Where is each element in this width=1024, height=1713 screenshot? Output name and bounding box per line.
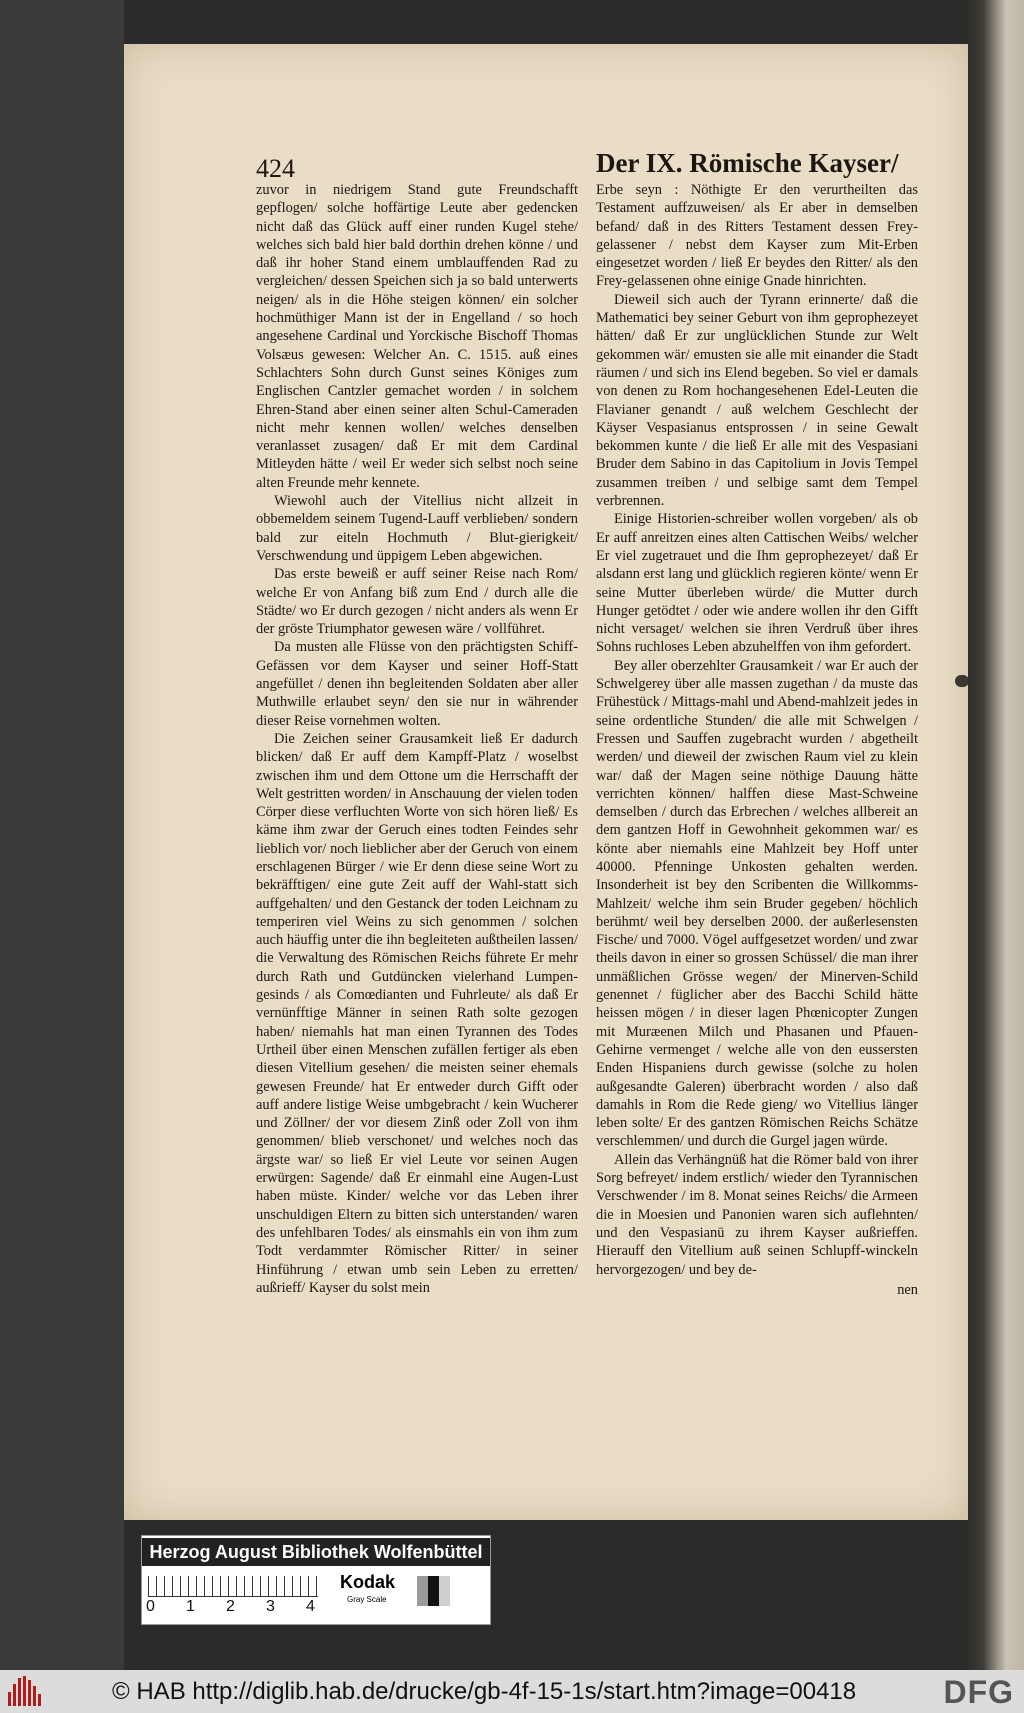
scan-backdrop-right: [965, 0, 1024, 1670]
footer-bar: [0, 1670, 1024, 1713]
paragraph: Das erste beweiß er auff seiner Reise nach Rom/ welche Er von Anfang biß zum End / durch alle die Städte/ wo Er durch gezogen / nicht anders als wenn Er der gröste Triumphator gewesen wäre / vollführet.: [256, 566, 578, 638]
hab-logo-icon: [6, 1676, 46, 1706]
paragraph: Allein das Verhängnüß hat die Römer bald von ihrer Sorg befreyet/ indem erstlich/ wieder den Tyrannischen Verschwender / im 8. Monat seines Reichs/ die Armeen die in Moesien und Panonien waren sich auflehnten/ und den Vespasianū zu ihrem Kayser außrieffen. Hierauff den Vitellium auß seinen Schlupff-winckeln hervorgezogen/ und bey de-: [596, 1151, 918, 1278]
color-target-label: [141, 1535, 491, 1625]
catchword: nen: [897, 1281, 918, 1298]
paragraph: Da musten alle Flüsse von den prächtigsten Schiff-Gefässen vor dem Kayser und seiner Hoff-Statt angefüllet / denen ihn begleitenden Soldaten aber aller Muthwille erlaubet seyn/ den sie nur in währender dieser Reise vornehmen wolten.: [256, 639, 578, 729]
ruler-number: 0: [146, 1598, 155, 1615]
page-clip-icon: [955, 675, 969, 687]
library-name: Herzog August Bibliothek Wolfenbüttel: [142, 1538, 490, 1566]
ruler-number: 1: [186, 1598, 195, 1615]
paragraph: Bey aller oberzehlter Grausamkeit / war Er auch der Schwelgerey über alle massen zugethan / da muste das Frühestück / Mittags-mahl und Abend-mahlzeit jedes in seine ordentliche Stunden/ die alle mit Schwelgen / Fressen und Sauffen zugebracht wurden / abgetheilt werden/ und dieweil der zwischen Raum viel zu klein war/ daß der Magen seine nöthige Dauung hätte verrichten können/ halffen diese Mast-Schweine demselben / durch das Erbrechen / welches allbereit an dem gantzen Hoff in Gewohnheit gekommen war/ es könte aber niemahls eine Mahlzeit bey Hoff unter 40000. Pfenninge Unkosten gehalten werden. Insonderheit ist bey den Scribenten die Willkomms-Mahlzeit/ welche ihm sein Bruder gegeben/ höchlich berühmt/ weil bey derselben 2000. der außerlesensten Fische/ und 7000. Vögel auffgesetzet worden/ und zwar theils davon in einer so grossen Schüssel/ die man ihrer unmäßlichen Grösse wegen/ der Minerven-Schild genennet / füglicher aber des Bacchi Schild hätte heissen mögen / in dieser lagen Phœnicopter Zungen mit Muræenen Milch und Phasanen und Pfauen-Gehirne vermenget / welche alle von den eussersten Enden Hispaniens durch gewisse (solche zu holen außgesandte Galeren) überbracht worden / also daß damahls in Rom die Rede gieng/ wo Vitellius länger leben solte/ Er des gantzen Römischen Reichs Schätze verschlemmen/ und durch die Gurgel jagen würde.: [596, 657, 918, 1150]
grayscale-caption: Gray Scale: [347, 1595, 387, 1604]
paragraph: Die Zeichen seiner Grausamkeit ließ Er dadurch blicken/ daß Er auff dem Kampff-Platz / woselbst zwischen ihm und dem Ottone um die Herrschafft der Welt gestritten worden/ in Anschauung der vielen toden Cörper diese verfluchten Worte von sich hören ließ/ Es käme ihm zwar der Geruch eines todten Feindes sehr lieblich vor/ noch lieblicher aber der Geruch von einem erschlagenen Bürger / wie Er denn diese seine Wort zu bekräfftigen/ eine gute Zeit auff der Wahl-statt sich auffgehalten/ und den Gestanck der toden Leichnam zu temperiren viel Weins zu sich genommen / solchen auch häuffig unter die ihn begleiteten außtheilen lassen/ die Verwaltung des Römischen Reichs führete Er mehr durch Rath und Gutdüncken vielerhand Lumpen-gesinds / als Comœdianten und Fuhrleute/ als daß Er vernünfftige Männer in seinen Rath solte gezogen haben/ niemahls hat man einen Tyrannen des Todes Urtheil über einen Menschen zufällen fertiger als eben diesen Vitellium gesehen/ die meisten seiner ehemals gewesen Freunde/ hat Er entweder durch Gifft oder auff andere listige Weise umbgebracht / kein Wucherer und Zöllner/ der vor diesem Zinß oder Zoll von ihm genommen/ blieb verschonet/ und welches noch das ärgste war/ so ließ Er viel Leute vor seinen Augen erwürgen: Sagende/ daß Er einmahl eine Augen-Lust haben müste. Kinder/ welche vor das Leben ihrer unschuldigen Eltern zu bitten sich unterstanden/ waren des unfehlbaren Todes/ als einsmahls ein von ihm zum Todt verdammter Römischer Ritter/ in seiner Hinführung / etwan umb sein Leben zu erretten/ außrieff/ Kayser du solst mein: [256, 730, 578, 1296]
ruler-numbers: [146, 1598, 326, 1620]
paragraph: zuvor in niedrigem Stand gute Freundschafft gepflogen/ solche hoffärtige Leute aber gedencken nicht daß das Glück auff einer runden Kugel stehe/ welches sich bald hier bald dorthin drehen könne / und daß ihr hoher Stand einem umblauffenden Rad zu vergleichen/ dessen Speichen sich ja so bald unterwerts neigen/ als in die Höhe steigen können/ ein solcher hochmüthiger Mann ist der in Engelland / so hoch angesehene Cardinal und Yorckische Bischoff Thomas Volsæus gewesen: Welcher An. C. 1515. auß eines Schlachters Sohn durch Gunst seines Königes zum Englischen Cantzler gemachet worden / in solchem Ehren-Stand aber einen seiner alten Schul-Cameraden nicht mehr kennen wollen/ welches denselben veranlasset zusagen/ daß Er mit dem Cardinal Mitleyden hätte / weil Er weder sich selbst noch seine alten Freunde mehr kennete.: [256, 182, 578, 491]
paragraph: Erbe seyn : Nöthigte Er den verurtheilten das Testament auffzuweisen/ als Er aber in demselben befand/ daß in des Ritters Testament dessen Frey-gelassener / nebst dem Kayser zum Mit-Erben eingesetzet worden / ließ Er beydes den Ritter/ als den Frey-gelassenen ohne einige Gnade hinrichten.: [596, 182, 918, 290]
kodak-brand: Kodak: [340, 1572, 396, 1592]
ruler-number: 4: [306, 1598, 315, 1615]
dfg-logo: DFG: [943, 1674, 1014, 1710]
paragraph: Wiewohl auch der Vitellius nicht allzeit in obbemeldem seinem Tugend-Lauff verblieben/ sondern bald zur eiteln Hochmuth / Blut-gierigkeit/ Verschwendung und üppigem Leben abgewichen.: [256, 493, 578, 564]
scale-ruler: [148, 1576, 318, 1597]
gray-scale-patches: [406, 1576, 450, 1606]
paragraph: Einige Historien-schreiber wollen vorgeben/ als ob Er auff anreitzen eines alten Cattischen Weibs/ welcher Er viel zugetrauet und die Ihm geprophezeyet/ daß Er alsdann erst lang und glücklich regieren könte/ wenn Er seine Mutter überleben würde/ die Mutter durch Hunger getödtet / oder wie andere wollen ihr den Gifft nicht versaget/ welchen sie ihren Verdruß über ihres Sohns ruchloses Leben abzuhelffen von ihm gefordert.: [596, 511, 918, 656]
ruler-number: 2: [226, 1598, 235, 1615]
source-link[interactable]: © HAB http://diglib.hab.de/drucke/gb-4f-15-1s/start.htm?image=00418: [112, 1678, 857, 1705]
scan-backdrop-left: [0, 0, 124, 1670]
running-title: Der IX. Römische Kayser/: [596, 148, 899, 178]
page-number: 424: [256, 154, 295, 183]
right-text-column: [596, 181, 918, 1299]
book-page: [124, 44, 968, 1520]
running-head: [256, 148, 918, 184]
ruler-number: 3: [266, 1598, 275, 1615]
paragraph: Dieweil sich auch der Tyrann erinnerte/ daß die Mathematici bey seiner Geburt von ihm geprophezeyet hätten/ daß Er zur unglücklichen Stunde zur Welt gekommen wär/ emusten sie alle mit einander die Stadt räumen / und sich ins Elend begeben. So viel er damals von denen zu Rom hochangesehenen Edel-Leuten die Flavianer genandt / auß welchem Geschlecht der Käyser Vespasianus entsprossen / in seine Gewalt bekommen kunte / die ließ Er alle mit des Vespasiani Bruder dem Sabino in das Capitolium in Jovis Tempel zusammen treiben / und selbige samt dem Tempel verbrennen.: [596, 291, 918, 510]
left-text-column: [256, 181, 578, 1297]
